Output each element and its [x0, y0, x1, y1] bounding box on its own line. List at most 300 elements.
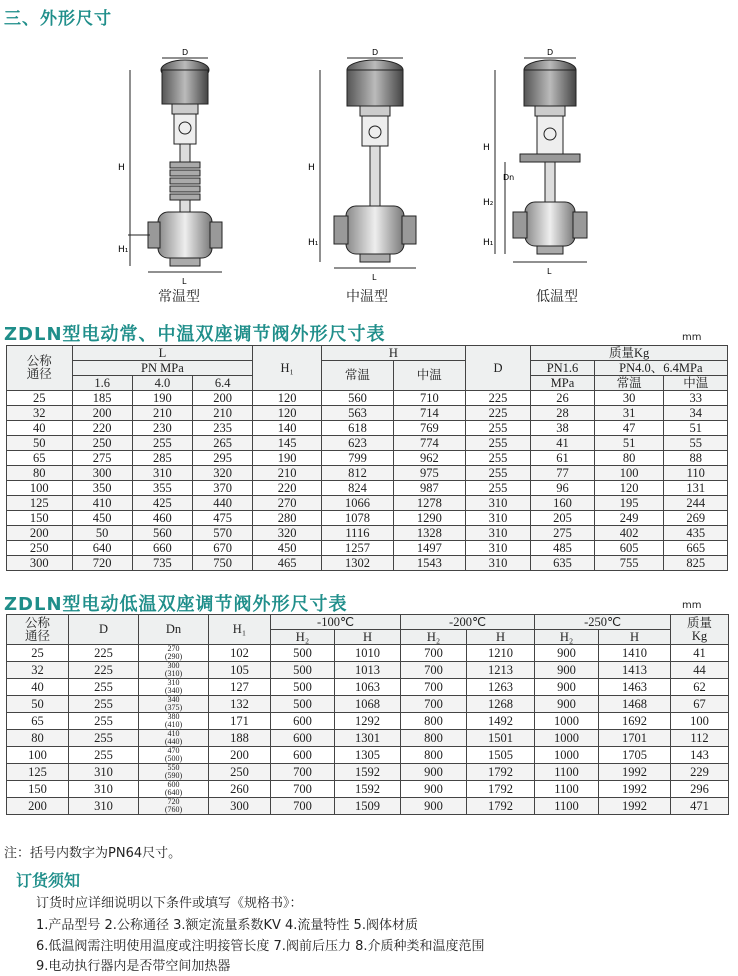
table-cell: 110 — [664, 466, 728, 481]
table-cell: 255 — [465, 481, 531, 496]
table-cell: 120 — [594, 481, 664, 496]
table-cell: 465 — [253, 556, 322, 571]
table-cell: 31 — [594, 406, 664, 421]
t1-h-wnormal: 常温 — [594, 376, 664, 391]
table-cell: 250 — [7, 541, 73, 556]
table-cell: 700 — [401, 696, 467, 713]
t1-h-l: L — [72, 346, 253, 361]
t1-h-d: D — [465, 346, 531, 391]
table-cell: 112 — [671, 730, 729, 747]
table-cell: 1213 — [467, 662, 535, 679]
table-row — [7, 713, 729, 730]
table-cell: 100 — [671, 713, 729, 730]
svg-text:H₁: H₁ — [308, 238, 319, 248]
table-cell: 270 — [253, 496, 322, 511]
table-cell: 47 — [594, 421, 664, 436]
table-cell: 1100 — [535, 781, 599, 798]
table-cell: 355 — [132, 481, 192, 496]
table-cell: 185 — [72, 391, 132, 406]
table-cell: 570 — [193, 526, 253, 541]
table-cell: 80 — [7, 466, 73, 481]
table-row — [7, 466, 728, 481]
svg-text:H: H — [118, 163, 125, 173]
table-cell: 900 — [535, 662, 599, 679]
table1-title: ZDLN型电动常、中温双座调节阀外形尺寸表 — [4, 324, 386, 345]
t1-h-wmid: 中温 — [664, 376, 728, 391]
table-cell: 962 — [393, 451, 465, 466]
table-cell: 51 — [594, 436, 664, 451]
table-cell: 975 — [393, 466, 465, 481]
order-line-2: 6.低温阀需注明使用温度或注明接管长度 7.阀前后压力 8.介质种类和温度范围 — [36, 939, 485, 954]
table-cell: 1302 — [322, 556, 394, 571]
table-cell: 670 — [193, 541, 253, 556]
table-cell: 25 — [7, 391, 73, 406]
table-cell: 88 — [664, 451, 728, 466]
table-cell: 700 — [271, 764, 335, 781]
t2-h-ha: H — [335, 630, 401, 645]
table-cell: 190 — [132, 391, 192, 406]
table-cell: 1505 — [467, 747, 535, 764]
table-cell: 500 — [271, 679, 335, 696]
caption-normal: 常温型 — [158, 289, 200, 305]
table-cell: 310 — [69, 781, 139, 798]
table-cell-dn: 270 (290) — [139, 645, 209, 662]
table-cell: 65 — [7, 451, 73, 466]
t2-h-dn: 公称 通径 — [7, 615, 69, 645]
table-cell: 28 — [531, 406, 594, 421]
valve-drawings — [100, 40, 660, 310]
table-cell: 500 — [271, 696, 335, 713]
table-cell: 700 — [271, 781, 335, 798]
table-cell: 700 — [401, 662, 467, 679]
table-cell: 25 — [7, 645, 69, 662]
table-cell: 1992 — [599, 764, 671, 781]
table-cell: 249 — [594, 511, 664, 526]
table-cell-dn: 340 (375) — [139, 696, 209, 713]
table-cell: 769 — [393, 421, 465, 436]
table-row — [7, 421, 728, 436]
table-cell: 1292 — [335, 713, 401, 730]
table-cell: 40 — [7, 679, 69, 696]
table-cell: 1328 — [393, 526, 465, 541]
table-cell: 1509 — [335, 798, 401, 815]
table-cell: 1305 — [335, 747, 401, 764]
table-row — [7, 481, 728, 496]
t2-h-weight: 质量 Kg — [671, 615, 729, 645]
table-cell: 44 — [671, 662, 729, 679]
table-cell: 1701 — [599, 730, 671, 747]
table-cell: 1992 — [599, 781, 671, 798]
table-cell: 310 — [69, 764, 139, 781]
table-cell: 720 — [72, 556, 132, 571]
t2-h-h2b: H₂ — [401, 630, 467, 645]
table-cell: 1100 — [535, 798, 599, 815]
table-cell: 50 — [72, 526, 132, 541]
table-cell-dn: 720 (760) — [139, 798, 209, 815]
table-cell: 200 — [7, 526, 73, 541]
table-cell: 450 — [253, 541, 322, 556]
table-cell: 475 — [193, 511, 253, 526]
table-cell: 900 — [535, 696, 599, 713]
table-cell: 160 — [531, 496, 594, 511]
table-cell: 500 — [271, 645, 335, 662]
table-cell: 600 — [271, 730, 335, 747]
table-cell: 735 — [132, 556, 192, 571]
svg-text:D: D — [547, 48, 554, 57]
table-cell: 1592 — [335, 781, 401, 798]
table-cell: 700 — [401, 679, 467, 696]
table-cell: 285 — [132, 451, 192, 466]
t1-h-mid: 中温 — [393, 361, 465, 391]
t2-h-hb: H — [467, 630, 535, 645]
t2-h-t100: -100℃ — [271, 615, 401, 630]
table-cell: 410 — [72, 496, 132, 511]
t2-h-hc: H — [599, 630, 671, 645]
table-cell: 190 — [253, 451, 322, 466]
table-cell: 1592 — [335, 764, 401, 781]
t1-h-pn464: PN4.0、6.4MPa — [594, 361, 727, 376]
table-row — [7, 798, 729, 815]
t2-h-h2c: H₂ — [535, 630, 599, 645]
t1-h-dn: 公称 通径 — [7, 346, 73, 391]
table-cell: 300 — [209, 798, 271, 815]
t2-h-t200: -200℃ — [401, 615, 535, 630]
table-cell: 200 — [72, 406, 132, 421]
table-cell: 210 — [132, 406, 192, 421]
table-row — [7, 541, 728, 556]
table-cell: 750 — [193, 556, 253, 571]
table-row — [7, 451, 728, 466]
table-cell: 799 — [322, 451, 394, 466]
table-cell: 450 — [72, 511, 132, 526]
order-line-3: 9.电动执行器内是否带空间加热器 — [36, 959, 231, 974]
t1-h-pn: PN MPa — [72, 361, 253, 376]
table-cell: 255 — [465, 421, 531, 436]
table-cell: 61 — [531, 451, 594, 466]
table-cell: 131 — [664, 481, 728, 496]
table-cell: 255 — [465, 466, 531, 481]
table-cell: 140 — [253, 421, 322, 436]
table-cell: 812 — [322, 466, 394, 481]
table-cell: 1116 — [322, 526, 394, 541]
table-row — [7, 645, 729, 662]
table-cell: 500 — [271, 662, 335, 679]
table-cell: 1210 — [467, 645, 535, 662]
t2-h-d: D — [69, 615, 139, 645]
table-cell: 1705 — [599, 747, 671, 764]
table-cell: 471 — [671, 798, 729, 815]
table-cell: 280 — [253, 511, 322, 526]
table-cell: 1413 — [599, 662, 671, 679]
table-cell: 1000 — [535, 713, 599, 730]
table-cell: 41 — [531, 436, 594, 451]
table2-body — [7, 645, 729, 815]
table-cell: 50 — [7, 436, 73, 451]
table-cell: 51 — [664, 421, 728, 436]
table-cell: 1063 — [335, 679, 401, 696]
table-cell: 1010 — [335, 645, 401, 662]
table-cell: 38 — [531, 421, 594, 436]
table-cell: 774 — [393, 436, 465, 451]
t1-h-pn3: 6.4 — [193, 376, 253, 391]
order-line-0: 订货时应详细说明以下条件或填写《规格书》： — [36, 896, 303, 911]
table-cell: 900 — [401, 764, 467, 781]
table-cell: 225 — [465, 406, 531, 421]
table-cell: 1792 — [467, 798, 535, 815]
table-cell: 900 — [401, 781, 467, 798]
valve-mid-temp — [308, 48, 416, 282]
table-cell: 50 — [7, 696, 69, 713]
svg-text:D: D — [182, 48, 189, 57]
table-cell: 100 — [594, 466, 664, 481]
table-cell-dn: 380 (410) — [139, 713, 209, 730]
table-row — [7, 391, 728, 406]
table-cell: 900 — [535, 679, 599, 696]
table-cell: 200 — [7, 798, 69, 815]
table-cell: 67 — [671, 696, 729, 713]
table-cell: 1100 — [535, 764, 599, 781]
table-cell: 710 — [393, 391, 465, 406]
table-cell: 55 — [664, 436, 728, 451]
table-cell: 1257 — [322, 541, 394, 556]
svg-text:L: L — [547, 267, 552, 276]
table-cell: 220 — [253, 481, 322, 496]
table-row — [7, 730, 729, 747]
table-row — [7, 526, 728, 541]
table-cell: 1263 — [467, 679, 535, 696]
table-cell: 1278 — [393, 496, 465, 511]
table-cell: 225 — [69, 645, 139, 662]
table-cell: 563 — [322, 406, 394, 421]
table-cell: 30 — [594, 391, 664, 406]
table-cell: 255 — [465, 451, 531, 466]
table2-unit: mm — [682, 600, 702, 611]
table-cell: 310 — [465, 496, 531, 511]
table-cell: 100 — [7, 481, 73, 496]
table1-unit: mm — [682, 332, 702, 343]
table-cell: 125 — [7, 764, 69, 781]
table-cell: 65 — [7, 713, 69, 730]
table-cell: 800 — [401, 747, 467, 764]
table-cell: 210 — [193, 406, 253, 421]
table-cell: 150 — [7, 511, 73, 526]
table-cell: 250 — [72, 436, 132, 451]
table-cell: 120 — [253, 406, 322, 421]
table-cell: 320 — [253, 526, 322, 541]
table-cell: 80 — [7, 730, 69, 747]
table-row — [7, 406, 728, 421]
table-cell-dn: 470 (500) — [139, 747, 209, 764]
table-cell: 102 — [209, 645, 271, 662]
svg-text:L: L — [182, 277, 187, 286]
table-cell: 350 — [72, 481, 132, 496]
table-cell: 265 — [193, 436, 253, 451]
table-cell: 1000 — [535, 747, 599, 764]
table-cell: 1301 — [335, 730, 401, 747]
table-cell: 120 — [253, 391, 322, 406]
table-cell: 96 — [531, 481, 594, 496]
table-row — [7, 511, 728, 526]
table-cell: 640 — [72, 541, 132, 556]
table-cell: 560 — [132, 526, 192, 541]
table2-title: ZDLN型电动低温双座调节阀外形尺寸表 — [4, 594, 348, 615]
table-cell: 235 — [193, 421, 253, 436]
table-cell: 600 — [271, 713, 335, 730]
table-row — [7, 556, 728, 571]
table-cell: 255 — [69, 747, 139, 764]
table-cell: 623 — [322, 436, 394, 451]
table-cell: 200 — [193, 391, 253, 406]
table1 — [6, 345, 728, 571]
table-cell: 220 — [72, 421, 132, 436]
table-cell-dn: 600 (640) — [139, 781, 209, 798]
table-cell: 800 — [401, 713, 467, 730]
section-title: 三、外形尺寸 — [4, 9, 112, 29]
table-row — [7, 662, 729, 679]
svg-text:H₂: H₂ — [483, 198, 494, 208]
table-cell: 255 — [69, 679, 139, 696]
table-cell: 1068 — [335, 696, 401, 713]
t1-h-weight: 质量Kg — [531, 346, 728, 361]
table-cell: 460 — [132, 511, 192, 526]
table-row — [7, 781, 729, 798]
table-cell: 1410 — [599, 645, 671, 662]
table-cell: 825 — [664, 556, 728, 571]
table-cell: 1492 — [467, 713, 535, 730]
table-row — [7, 436, 728, 451]
t1-h-h1: H₁ — [253, 346, 322, 391]
table-cell: 255 — [465, 436, 531, 451]
svg-text:H₁: H₁ — [483, 238, 494, 248]
table-cell-dn: 550 (590) — [139, 764, 209, 781]
table-cell: 255 — [69, 696, 139, 713]
table-cell: 77 — [531, 466, 594, 481]
t1-h-normal: 常温 — [322, 361, 394, 391]
table-cell: 987 — [393, 481, 465, 496]
table-cell: 1692 — [599, 713, 671, 730]
table-cell: 635 — [531, 556, 594, 571]
table-cell: 225 — [465, 391, 531, 406]
table-cell: 402 — [594, 526, 664, 541]
table-cell: 310 — [465, 556, 531, 571]
table-cell: 425 — [132, 496, 192, 511]
table-cell: 34 — [664, 406, 728, 421]
table-cell: 275 — [72, 451, 132, 466]
svg-text:H: H — [308, 163, 315, 173]
table-cell: 32 — [7, 662, 69, 679]
t1-h-mpa: MPa — [531, 376, 594, 391]
table-cell: 132 — [209, 696, 271, 713]
table-cell: 296 — [671, 781, 729, 798]
table-cell: 26 — [531, 391, 594, 406]
t2-h-dn2: Dn — [139, 615, 209, 645]
table-cell: 40 — [7, 421, 73, 436]
table-cell: 300 — [7, 556, 73, 571]
table-cell: 1000 — [535, 730, 599, 747]
table-cell: 1463 — [599, 679, 671, 696]
table-cell: 320 — [193, 466, 253, 481]
table-cell: 560 — [322, 391, 394, 406]
table2 — [6, 614, 729, 815]
table-cell: 260 — [209, 781, 271, 798]
table-cell: 225 — [69, 662, 139, 679]
t2-h-h1: H₁ — [209, 615, 271, 645]
table-cell: 618 — [322, 421, 394, 436]
t1-h-pn2: 4.0 — [132, 376, 192, 391]
table-cell: 125 — [7, 496, 73, 511]
table-cell: 1543 — [393, 556, 465, 571]
table-cell: 295 — [193, 451, 253, 466]
caption-mid: 中温型 — [346, 289, 388, 305]
table-cell: 210 — [253, 466, 322, 481]
table-cell: 900 — [401, 798, 467, 815]
svg-text:L: L — [372, 273, 377, 282]
table-cell: 300 — [72, 466, 132, 481]
table-cell: 1078 — [322, 511, 394, 526]
table-cell: 143 — [671, 747, 729, 764]
table1-body — [7, 391, 728, 571]
table-cell: 714 — [393, 406, 465, 421]
table-cell: 255 — [132, 436, 192, 451]
table-cell: 250 — [209, 764, 271, 781]
table-cell: 200 — [209, 747, 271, 764]
table-cell-dn: 410 (440) — [139, 730, 209, 747]
t1-h-h: H — [322, 346, 466, 361]
table-cell-dn: 310 (340) — [139, 679, 209, 696]
table-cell: 230 — [132, 421, 192, 436]
t1-h-pn1: 1.6 — [72, 376, 132, 391]
table-cell: 205 — [531, 511, 594, 526]
table-cell: 1792 — [467, 781, 535, 798]
t2-h-t250: -250℃ — [535, 615, 671, 630]
table-cell: 1290 — [393, 511, 465, 526]
table-cell: 755 — [594, 556, 664, 571]
table-cell: 80 — [594, 451, 664, 466]
t1-h-pn16: PN1.6 — [531, 361, 594, 376]
table-cell: 440 — [193, 496, 253, 511]
table-cell: 800 — [401, 730, 467, 747]
table-row — [7, 696, 729, 713]
table-cell-dn: 300 (310) — [139, 662, 209, 679]
table-row — [7, 679, 729, 696]
table-cell: 900 — [535, 645, 599, 662]
table-cell: 665 — [664, 541, 728, 556]
order-title: 订货须知 — [16, 871, 81, 890]
svg-text:H₁: H₁ — [118, 245, 129, 255]
table-cell: 824 — [322, 481, 394, 496]
table-cell: 310 — [465, 511, 531, 526]
table-cell: 100 — [7, 747, 69, 764]
table-cell: 105 — [209, 662, 271, 679]
table-cell: 700 — [401, 645, 467, 662]
table-cell: 485 — [531, 541, 594, 556]
table-cell: 370 — [193, 481, 253, 496]
caption-low: 低温型 — [536, 289, 578, 305]
table-cell: 310 — [465, 526, 531, 541]
table-cell: 700 — [271, 798, 335, 815]
table-cell: 150 — [7, 781, 69, 798]
table-cell: 1268 — [467, 696, 535, 713]
order-line-1: 1.产品型号 2.公称通径 3.额定流量系数KV 4.流量特性 5.阀体材质 — [36, 918, 418, 933]
table-cell: 310 — [132, 466, 192, 481]
table-cell: 600 — [271, 747, 335, 764]
table-cell: 255 — [69, 713, 139, 730]
note: 注：括号内数字为PN64尺寸。 — [4, 846, 182, 861]
table-cell: 33 — [664, 391, 728, 406]
table-cell: 127 — [209, 679, 271, 696]
table-cell: 605 — [594, 541, 664, 556]
svg-text:D: D — [372, 48, 379, 57]
